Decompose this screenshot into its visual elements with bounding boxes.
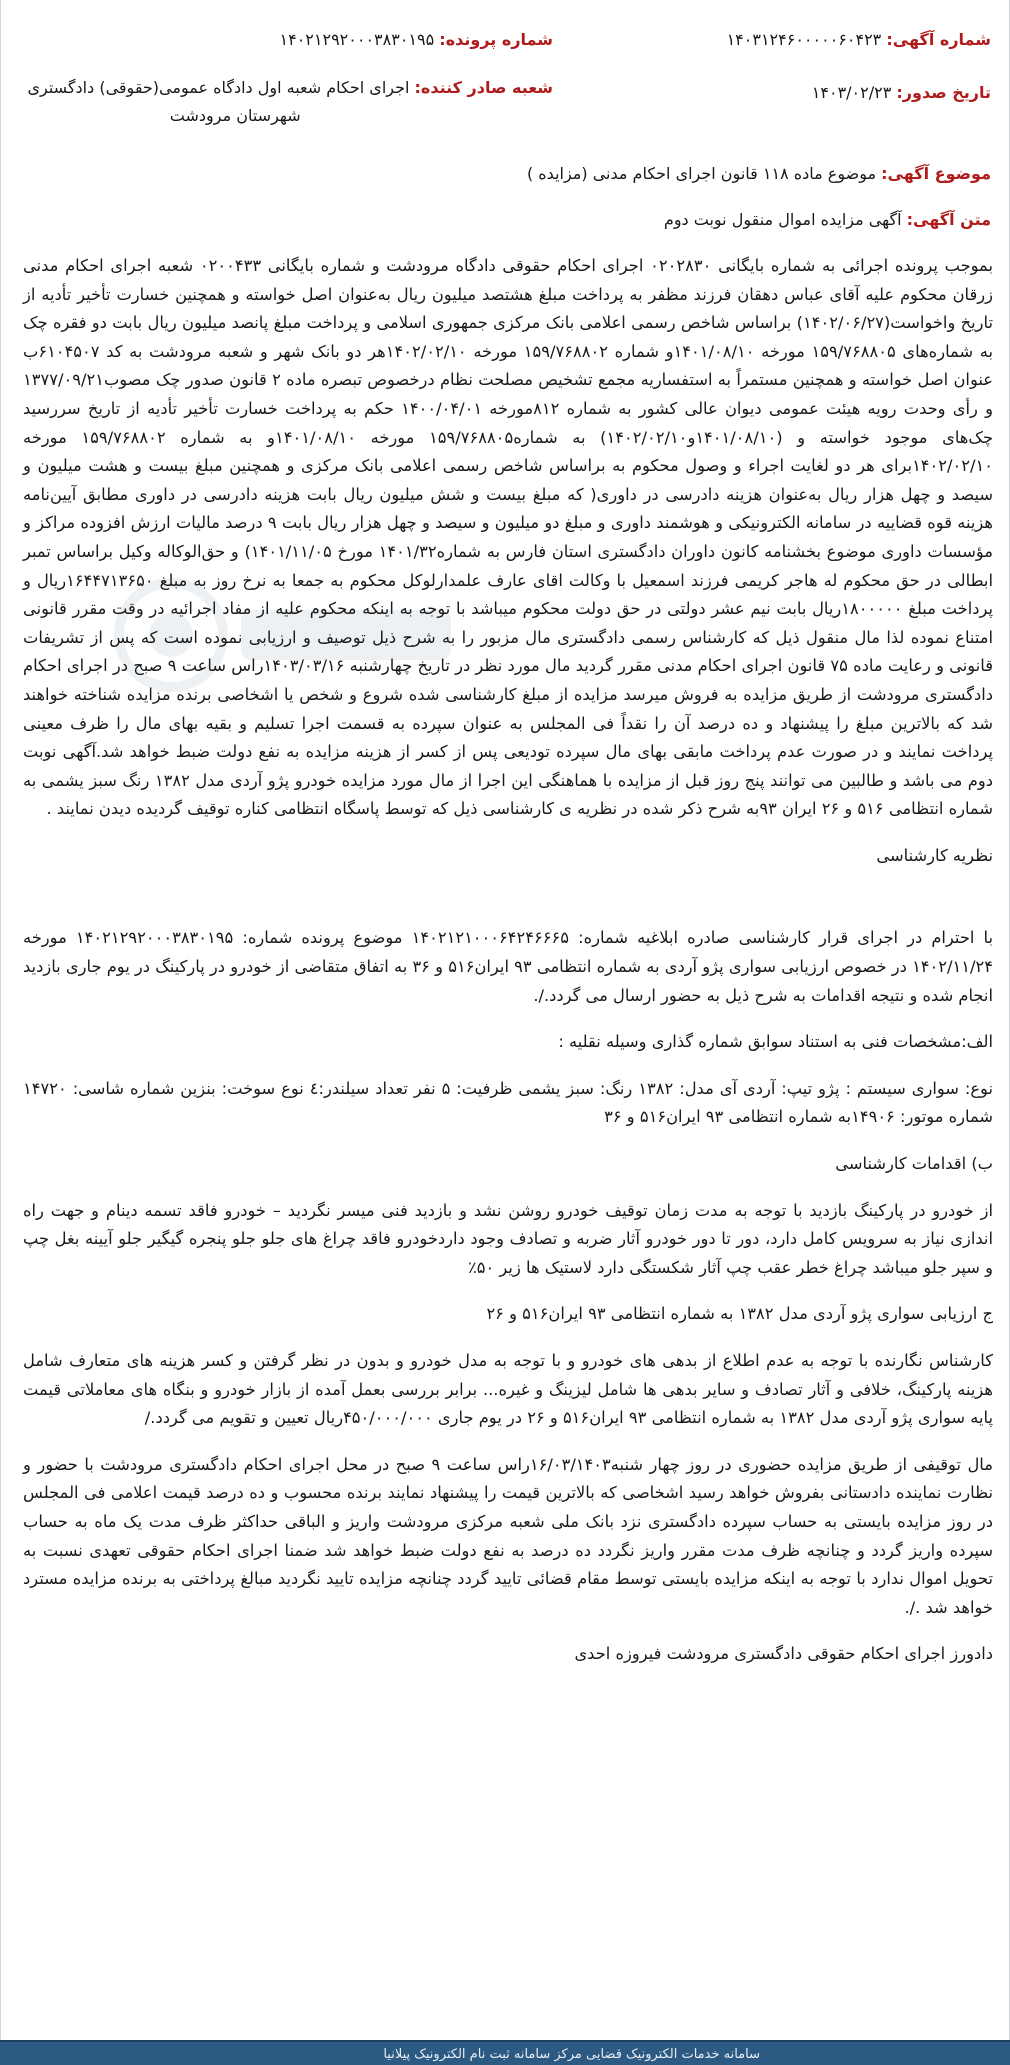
section-b-heading: ب) اقدامات کارشناسی [835,1154,993,1174]
case-number [280,28,553,52]
ad-number-value: ۱۴۰۳۱۲۴۶۰۰۰۰۰۶۰۴۲۳ [726,30,882,49]
announcement-header [19,28,991,138]
inspection-paragraph: از خودرو در پارکینگ بازدید با توجه به مدت زمان توقیف خودرو روشن نشد و بازدید فنی میسر نگردید – خودرو فاقد تسمه دینام و جهت راه اندازی نیاز به سرویس کامل دارد، دور تا دور خودرو آثار ضربه و تصادف وجود داردخودرو فاقد چراغ های جلو جلو پنجره گیگیر جلو آیینه بغل چپ و سپر جلو میباشد چراغ خطر عقب چپ آثار شکستگی دارد لاستیک ها زیر ۵۰٪ [23,1200,993,1277]
issuer-label: شعبه صادر کننده: [414,78,553,97]
announcement-body-title [664,210,991,229]
main-paragraph: بموجب پرونده اجرائی به شماره بایگانی ۰۲۰۲۸۳۰ اجرای احکام حقوقی دادگاه مرودشت و شماره بایگانی ۰۲۰۰۴۳۳ شعبه اجرای احکام مدنی زرقان محکوم علیه آقای عباس دهقان فرزند مظفر به پرداخت مبلغ هشتصد میلیون ریال به‌عنوان اصل خواسته و همچنین خسارت تأخیر تأدیه از تاریخ واخواست(۱۴۰۲/۰۶/۲۷) براساس شاخص رسمی اعلامی بانک مرکزی جمهوری اسلامی و پرداخت مبلغ پانصد میلیون ریال بابت دو فقره چک به شماره‌های ۱۵۹/۷۶۸۸۰۵ مورخه ۱۴۰۱/۰۸/۱۰و شماره ۱۵۹/۷۶۸۸۰۲ مورخه ۱۴۰۲/۰۲/۱۰هر دو بانک شهر و شعبه مرودشت به کد ۶۱۰۴۵۰۷ب عنوان اصل خواسته و همچنین مستمراً به استفساریه مجمع تشخیص مصلحت نظام درخصوص تبصره ماده ۲ قانون صدور چک مصوب۱۳۷۷/۰۹/۲۱ و رأی وحدت رویه هیئت عمومی دیوان عالی کشور به شماره ۸۱۲مورخه ۱۴۰۰/۰۴/۰۱ حکم به پرداخت خسارت تأخیر تأدیه از تاریخ سررسید چک‌های موجود خواسته و (۱۴۰۱/۰۸/۱۰و۱۴۰۲/۰۲/۱۰) به شماره۱۵۹/۷۶۸۸۰۵ مورخه ۱۴۰۱/۰۸/۱۰و به شماره ۱۵۹/۷۶۸۸۰۲ مورخه ۱۴۰۲/۰۲/۱۰برای هر دو لغایت اجراء و وصول محکوم به براساس شاخص رسمی اعلامی بانک مرکزی و همچنین مبلغ بیست و هشت میلیون و سیصد و چهل هزار ریال به‌عنوان هزینه دادرسی در داوری( که مبلغ بیست و شش میلیون ریال بابت هزینه دادرسی در داوری مطابق آیین‌نامه هزینه قوه قضاییه در سامانه الکترونیکی و هوشمند داوری و مبلغ دو میلیون و سیصد و چهل هزار ریال بابت ۹ درصد مالیات ارزش افزوده مراکز و مؤسسات داوری موضوع بخشنامه کانون داوران دادگستری استان فارس به شماره۱۴۰۱/۳۲ مورخ ۱۴۰۱/۱۱/۰۵) و حق‌الوکاله وکیل براساس تمبر ابطالی در حق محکوم له هاجر کریمی فرزند اسمعیل با وکالت اقای عارف علمدارلوکل محکوم به جمعا به نرخ روز به مبلغ ۱۶۴۴۷۱۳۶۵۰ریال و پرداخت مبلغ ۱۸۰۰۰۰۰ریال بابت نیم عشر دولتی در حق دولت محکوم میباشد با توجه به اینکه محکوم علیه از مفاد اجرائیه در وقت مقرر قانونی امتناع نموده لذا مال منقول ذیل که کارشناس رسمی دادگستری مال مزبور را به شرح ذیل توصیف و ارزیابی نموده است که پس از تشریفات قانونی و رعایت ماده ۷۵ قانون اجرای احکام مدنی مقرر گردید مال مورد نظر در تاریخ چهارشنبه ۱۴۰۳/۰۳/۱۶راس ساعت ۹ صبح در اجرای احکام دادگستری مرودشت از طریق مزایده به فروش میرسد مزایده از مبلغ کارشناسی شده شروع و شخص یا اشخاصی برنده مزایده شناخته خواهند شد که بالاترین مبلغ را پیشنهاد و ده درصد آن را نقداً فی المجلس به عنوان سپرده به قسمت اجرا تسلیم و بقیه بهای مال را ظرف معینی پرداخت نمایند و در صورت عدم پرداخت مابقی بهای مال سپرده تودیعی پس از کسر از هزینه مزایده به نفع دولت ضبط خواهد شد.آگهی نوبت دوم می باشد و طالبین می توانند پنج روز قبل از مزایده با هماهنگی این اجرا از مال مورد مزایده خودرو پژو آردی مدل ۱۳۸۲ رنگ سبز یشمی به شماره انتظامی ۵۱۶ و ۲۶ ایران ۹۳به شرح ذکر شده در نظریه ی کارشناسی ذیل که توسط پاسگاه انتظامی کناره توقیف گردیده دیدن نمایند . [23,256,994,819]
announcement-subject [527,164,991,183]
body-title-label: متن آگهی: [906,210,991,229]
expert-intro-paragraph: با احترام در اجرای قرار کارشناسی صادره ابلاغیه شماره: ۱۴۰۲۱۲۱۰۰۰۶۴۲۴۶۶۶۵ موضوع پرونده شماره: ۱۴۰۲۱۲۹۲۰۰۰۳۸۳۰۱۹۵ مورخه ۱۴۰۲/۱۱/۲۴ در خصوص ارزیابی سواری پژو آردی به شماره انتظامی ۹۳ ایران۵۱۶ و ۳۶ به اتفاق متقاضی از خودرو در پارکینگ در یوم جاری بازدید انجام شده و نتیجه اقدامات به شرح ذیل به حضور ارسال می گردد./. [23,928,993,1005]
section-c-heading: ج ارزیابی سواری پژو آردی مدل ۱۳۸۲ به شماره انتظامی ۹۳ ایران۵۱۶ و ۲۶ [486,1304,993,1324]
issue-date-value: ۱۴۰۳/۰۲/۲۳ [811,83,892,102]
issuer-value-line2: شهرستان مرودشت [169,106,301,125]
footer-bar [0,2040,1010,2065]
subject-label: موضوع آگهی: [881,164,991,183]
announcement-body [23,252,993,1669]
body-title-value: آگهی مزایده اموال منقول نوبت دوم [663,210,902,229]
issuer [27,76,553,128]
signature-line: دادورز اجرای احکام حقوقی دادگستری مرودشت فیروزه احدی [574,1644,993,1664]
ad-number-label: شماره آگهی: [886,30,991,49]
footer-text: سامانه خدمات الکترونیک قضایی مرکز سامانه ثبت نام الکترونیک پیلانیا [383,2047,760,2062]
subject-value: موضوع ماده ۱۱۸ قانون اجرای احکام مدنی (مزایده ) [526,164,877,183]
ad-number [727,28,991,52]
valuation-paragraph: کارشناس نگارنده با توجه به عدم اطلاع از بدهی های خودرو و با توجه به مدل خودرو و بدون در نظر گرفتن و کسر هزینه های متعارف شامل هزینه پارکینگ، خلافی و آثار تصادف و سایر بدهی ها شامل لیزینگ و غیره... برابر بررسی بعمل آمده از بازار خودرو و بنگاه های معاملاتی قیمت پایه سواری پژو آردی مدل ۱۳۸۲ به شماره انتظامی ۹۳ ایران۵۱۶ و ۲۶ در یوم جاری ۴۵۰/۰۰۰/۰۰۰ریال تعیین و تقویم می گردد./ [23,1351,993,1428]
auction-terms-paragraph: مال توقیفی از طریق مزایده حضوری در روز چهار شنبه۱۶/۰۳/۱۴۰۳راس ساعت ۹ صبح در محل اجرای احکام دادگستری مرودشت با حضور و نظارت نماینده دادستانی بفروش خواهد رسید اشخاصی که بالاترین قیمت را پیشنهاد نمایند برنده محسوب و ده درصد قیمت اعلامی فی المجلس در روز مزایده بایستی به حساب سپرده دادگستری نزد بانک ملی شعبه مرکزی مرودشت واریز و الباقی حداکثر ظرف مدت یک ماه به حساب سپرده واریز گردد و چنانچه ظرف مدت مقرر واریز نگردد ده درصد به نفع دولت ضبط خواهد شد ضمنا اجرای احکام حقوقی تعهدی نسبت به تحویل اموال ندارد با توجه به اینکه مزایده بایستی توسط مقام قضائی تایید گردد چنانچه مزایده تایید نگردید مبالغ پرداختی به برنده مزایده مسترد خواهد شد ./. [23,1454,993,1617]
section-a-heading: الف:مشخصات فنی به استناد سوابق شماره گذاری وسیله نقلیه : [558,1032,993,1052]
case-number-value: ۱۴۰۲۱۲۹۲۰۰۰۳۸۳۰۱۹۵ [279,30,435,49]
issuer-value-line1: اجرای احکام شعبه اول دادگاه عمومی(حقوقی) دادگستری [27,78,410,97]
issue-date [812,81,991,105]
case-number-label: شماره پرونده: [439,30,553,49]
issue-date-label: تاریخ صدور: [896,83,991,102]
vehicle-specs-paragraph: نوع: سواری سیستم : پژو تیپ: آردی آی مدل: ۱۳۸۲ رنگ: سبز یشمی ظرفیت: ۵ نفر تعداد سیلندر:٤ نوع سوخت: بنزین شماره شاسی: ۱۴۷۲۰ شماره موتور: ۱۴۹۰۶به شماره انتظامی ۹۳ ایران۵۱۶ و ۳۶ [23,1078,993,1127]
expert-opinion-heading: نظریه کارشناسی [876,845,993,865]
